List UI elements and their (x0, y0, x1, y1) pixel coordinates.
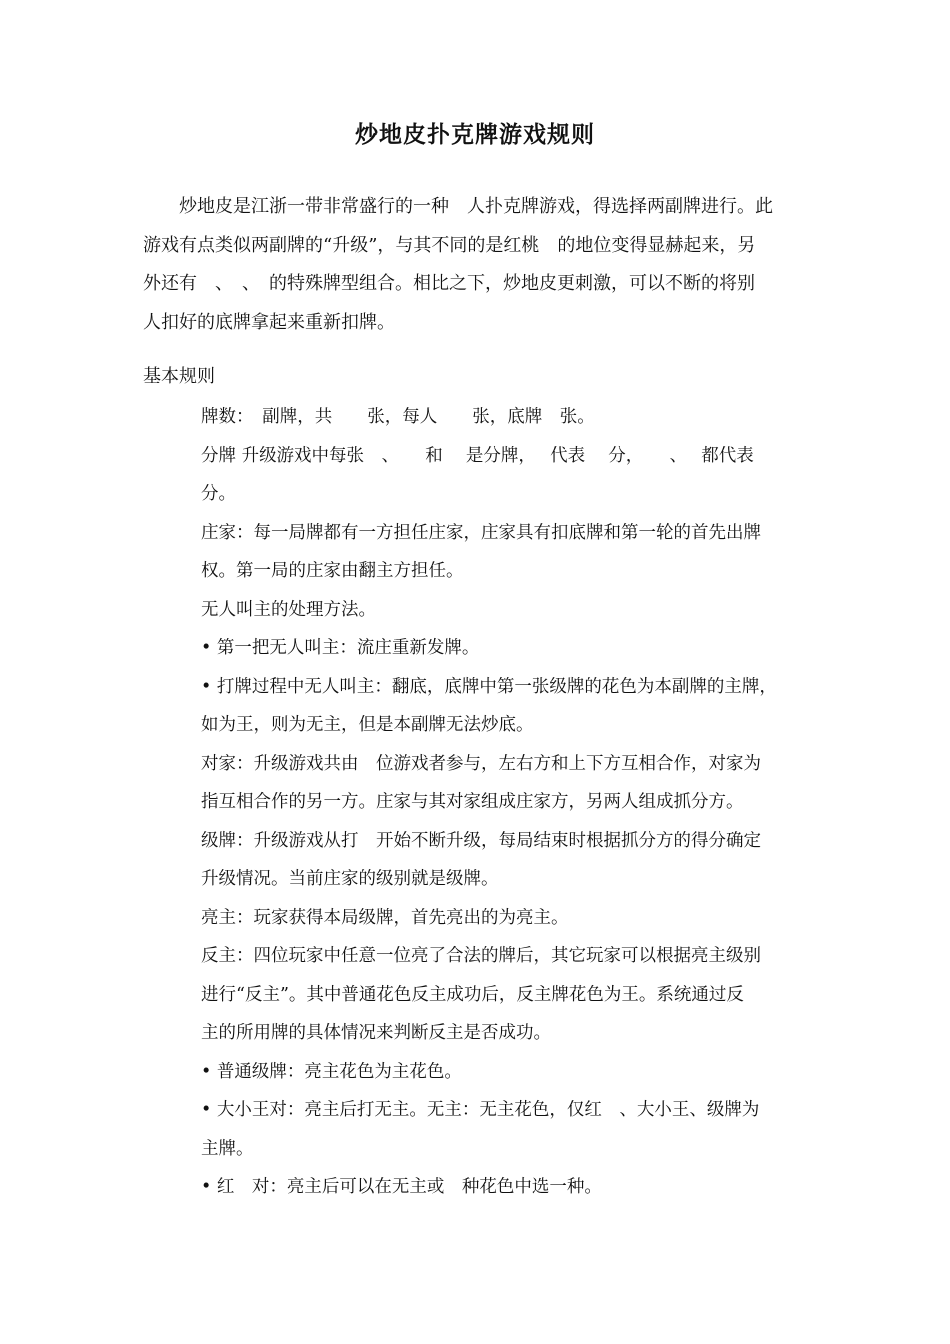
rule-line: 对家：升级游戏共由 位游戏者参与，左右方和上下方互相合作，对家为 (201, 753, 761, 774)
rule-line: 升级情况。当前庄家的级别就是级牌。 (201, 869, 499, 889)
rule-line: 如为王，则为无主，但是本副牌无法炒底。 (201, 715, 534, 735)
rule-line: • 普通级牌：亮主花色为主花色。 (201, 1061, 462, 1082)
intro-line: 炒地皮是江浙一带非常盛行的一种 人扑克牌游戏，得选择两副牌进行。此 (179, 196, 773, 217)
rule-line: 指互相合作的另一方。庄家与其对家组成庄家方，另两人组成抓分方。 (201, 792, 744, 812)
intro-line: 人扣好的底牌拿起来重新扣牌。 (143, 311, 395, 333)
rule-line: 反主：四位玩家中任意一位亮了合法的牌后，其它玩家可以根据亮主级别 (201, 946, 761, 966)
intro-line: 外还有 、 、 的特殊牌型组合。相比之下，炒地皮更刺激，可以不断的将别 (143, 273, 755, 294)
rule-line: • 第一把无人叫主：流庄重新发牌。 (201, 638, 480, 658)
rule-line: 亮主：玩家获得本局级牌，首先亮出的为亮主。 (201, 907, 569, 928)
rules-list (201, 398, 811, 1207)
rule-line: 主的所用牌的具体情况来判断反主是否成功。 (201, 1023, 551, 1043)
rule-line: 进行“反主”。其中普通花色反主成功后，反主牌花色为王。系统通过反 (201, 984, 744, 1005)
rule-line: 庄家：每一局牌都有一方担任庄家，庄家具有扣底牌和第一轮的首先出牌 (201, 522, 761, 543)
section-heading: 基本规则 (143, 366, 215, 387)
rule-line: 分牌 升级游戏中每张 、 和 是分牌， 代表 分， 、 都代表 (201, 445, 754, 466)
rule-line: 级牌：升级游戏从打 开始不断升级，每局结束时根据抓分方的得分确定 (201, 830, 761, 851)
rule-line: • 打牌过程中无人叫主：翻底，底牌中第一张级牌的花色为本副牌的主牌， (201, 676, 777, 697)
rule-line: 牌数： 副牌，共 张，每人 张，底牌 张。 (201, 407, 595, 427)
rule-line: • 红 对：亮主后可以在无主或 种花色中选一种。 (201, 1177, 602, 1197)
intro-paragraph (143, 188, 811, 342)
intro-line: 游戏有点类似两副牌的“升级”，与其不同的是红桃 的地位变得显赫起来，另 (143, 234, 756, 256)
rule-line: 无人叫主的处理方法。 (201, 599, 376, 620)
rule-line: 主牌。 (201, 1138, 254, 1159)
rule-line: 权。第一局的庄家由翻主方担任。 (201, 561, 464, 581)
rule-line: 分。 (201, 484, 236, 504)
rule-line: • 大小王对：亮主后打无主。无主：无主花色，仅红 、大小王、级牌为 (201, 1100, 760, 1120)
document-title: 炒地皮扑克牌游戏规则 (355, 122, 595, 148)
